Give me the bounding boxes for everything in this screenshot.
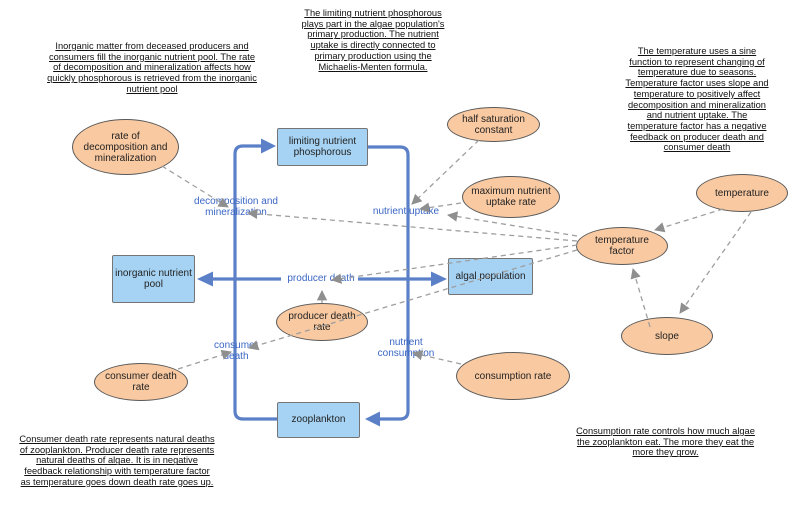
note-line: consumers fill the inorganic nutrient pool. The rate — [48, 51, 256, 62]
flow-label-nutrient-uptake[interactable]: nutrient uptake — [372, 206, 440, 217]
stock-inorganic-nutrient-pool[interactable]: inorganic nutrient pool — [112, 255, 195, 303]
variable-slope[interactable]: slope — [621, 317, 713, 355]
note-line: decomposition and mineralization — [628, 99, 766, 110]
link-temperature-to-slope — [680, 212, 751, 313]
variable-half-saturation-constant[interactable]: half saturation constant — [447, 107, 540, 142]
variable-rate-of-decomposition-and-mineralization[interactable]: rate of decomposition and mineralization — [72, 119, 179, 175]
flow-label-nutrient-consumption[interactable]: nutrient consumption — [377, 337, 435, 359]
note-line: of decomposition and mineralization affects how — [53, 62, 251, 73]
annotation-inorganic-pool-note — [32, 41, 272, 95]
annotation-phosphorous-note — [294, 8, 452, 72]
link-temp-factor-to-decomposition — [248, 213, 577, 241]
note-line: plays part in the algae population's — [301, 18, 445, 29]
note-line: temperature to positively affect — [633, 88, 761, 99]
annotation-temperature-note — [603, 46, 791, 153]
variable-maximum-nutrient-uptake-rate[interactable]: maximum nutrient uptake rate — [462, 176, 560, 218]
flow-label-consumer-death[interactable]: consumer death — [214, 340, 258, 362]
variable-consumer-death-rate[interactable]: consumer death rate — [94, 363, 188, 401]
note-line: The temperature uses a sine — [637, 46, 757, 56]
note-line: as temperature goes down death rate goes up. — [20, 476, 214, 487]
note-line: Consumption rate controls how much algae — [576, 426, 755, 436]
flow-arrowhead-into-limiting-nutrient — [261, 139, 276, 154]
variable-producer-death-rate[interactable]: producer death rate — [276, 303, 368, 341]
note-line: primary production using the — [314, 50, 432, 61]
note-line: Consumer death rate represents natural deaths — [19, 434, 215, 444]
flow-arrowhead-into-zooplankton — [365, 412, 380, 427]
flow-label-decomposition-and-mineralization[interactable]: decomposition and mineralization — [194, 196, 278, 218]
note-line: feedback relationship with temperature factor — [24, 466, 210, 477]
note-line: uptake is directly connected to — [310, 40, 436, 51]
stock-limiting-nutrient-phosphorous[interactable]: limiting nutrient phosphorous — [277, 128, 368, 166]
note-line: quickly phosphorous is retrieved from the inorganic — [47, 73, 257, 84]
note-line: of zooplankton. Producer death rate represents — [19, 444, 215, 455]
note-line: feedback on producer death and — [630, 131, 764, 142]
note-line: consumer death — [663, 142, 731, 153]
note-line: Michaelis-Menten formula. — [318, 61, 428, 72]
stock-zooplankton[interactable]: zooplankton — [277, 402, 360, 438]
note-line: temperature factor has a negative — [627, 120, 767, 131]
note-line: Temperature factor uses slope and — [625, 78, 769, 89]
note-line: nutrient pool — [126, 83, 178, 94]
annotation-consumption-rate-note — [558, 426, 773, 458]
note-line: function to represent changing of — [629, 56, 765, 67]
link-temperature-to-temp-factor — [655, 209, 723, 230]
flow-pipe-consumer-death-decomposition[interactable] — [235, 146, 277, 419]
variable-consumption-rate[interactable]: consumption rate — [456, 352, 570, 400]
flow-arrowhead-into-algal-population — [431, 272, 447, 287]
note-line: natural deaths of algae. It is in negative — [36, 455, 198, 466]
variable-temperature[interactable]: temperature — [696, 174, 788, 212]
variable-temperature-factor[interactable]: temperature factor — [576, 227, 668, 265]
note-line: Inorganic matter from deceased producers and — [55, 41, 249, 51]
note-line: primary production. The nutrient — [307, 29, 439, 40]
note-line: the zooplankton eat. The more they eat the — [576, 436, 755, 447]
flow-arrowhead-into-inorganic-pool — [197, 272, 213, 287]
flow-label-producer-death[interactable]: producer death — [287, 273, 355, 284]
note-line: The limiting nutrient phosphorous — [304, 8, 442, 18]
stock-algal-population[interactable]: algal population — [448, 258, 533, 295]
note-line: temperature due to seasons. — [637, 67, 757, 78]
annotation-death-rates-note — [10, 434, 224, 488]
note-line: more they grow. — [632, 447, 699, 458]
link-temp-factor-to-nutrient-uptake — [448, 215, 577, 236]
flow-pipe-nutrient-uptake-consumption[interactable] — [368, 147, 408, 419]
note-line: and nutrient uptake. The — [646, 110, 748, 121]
